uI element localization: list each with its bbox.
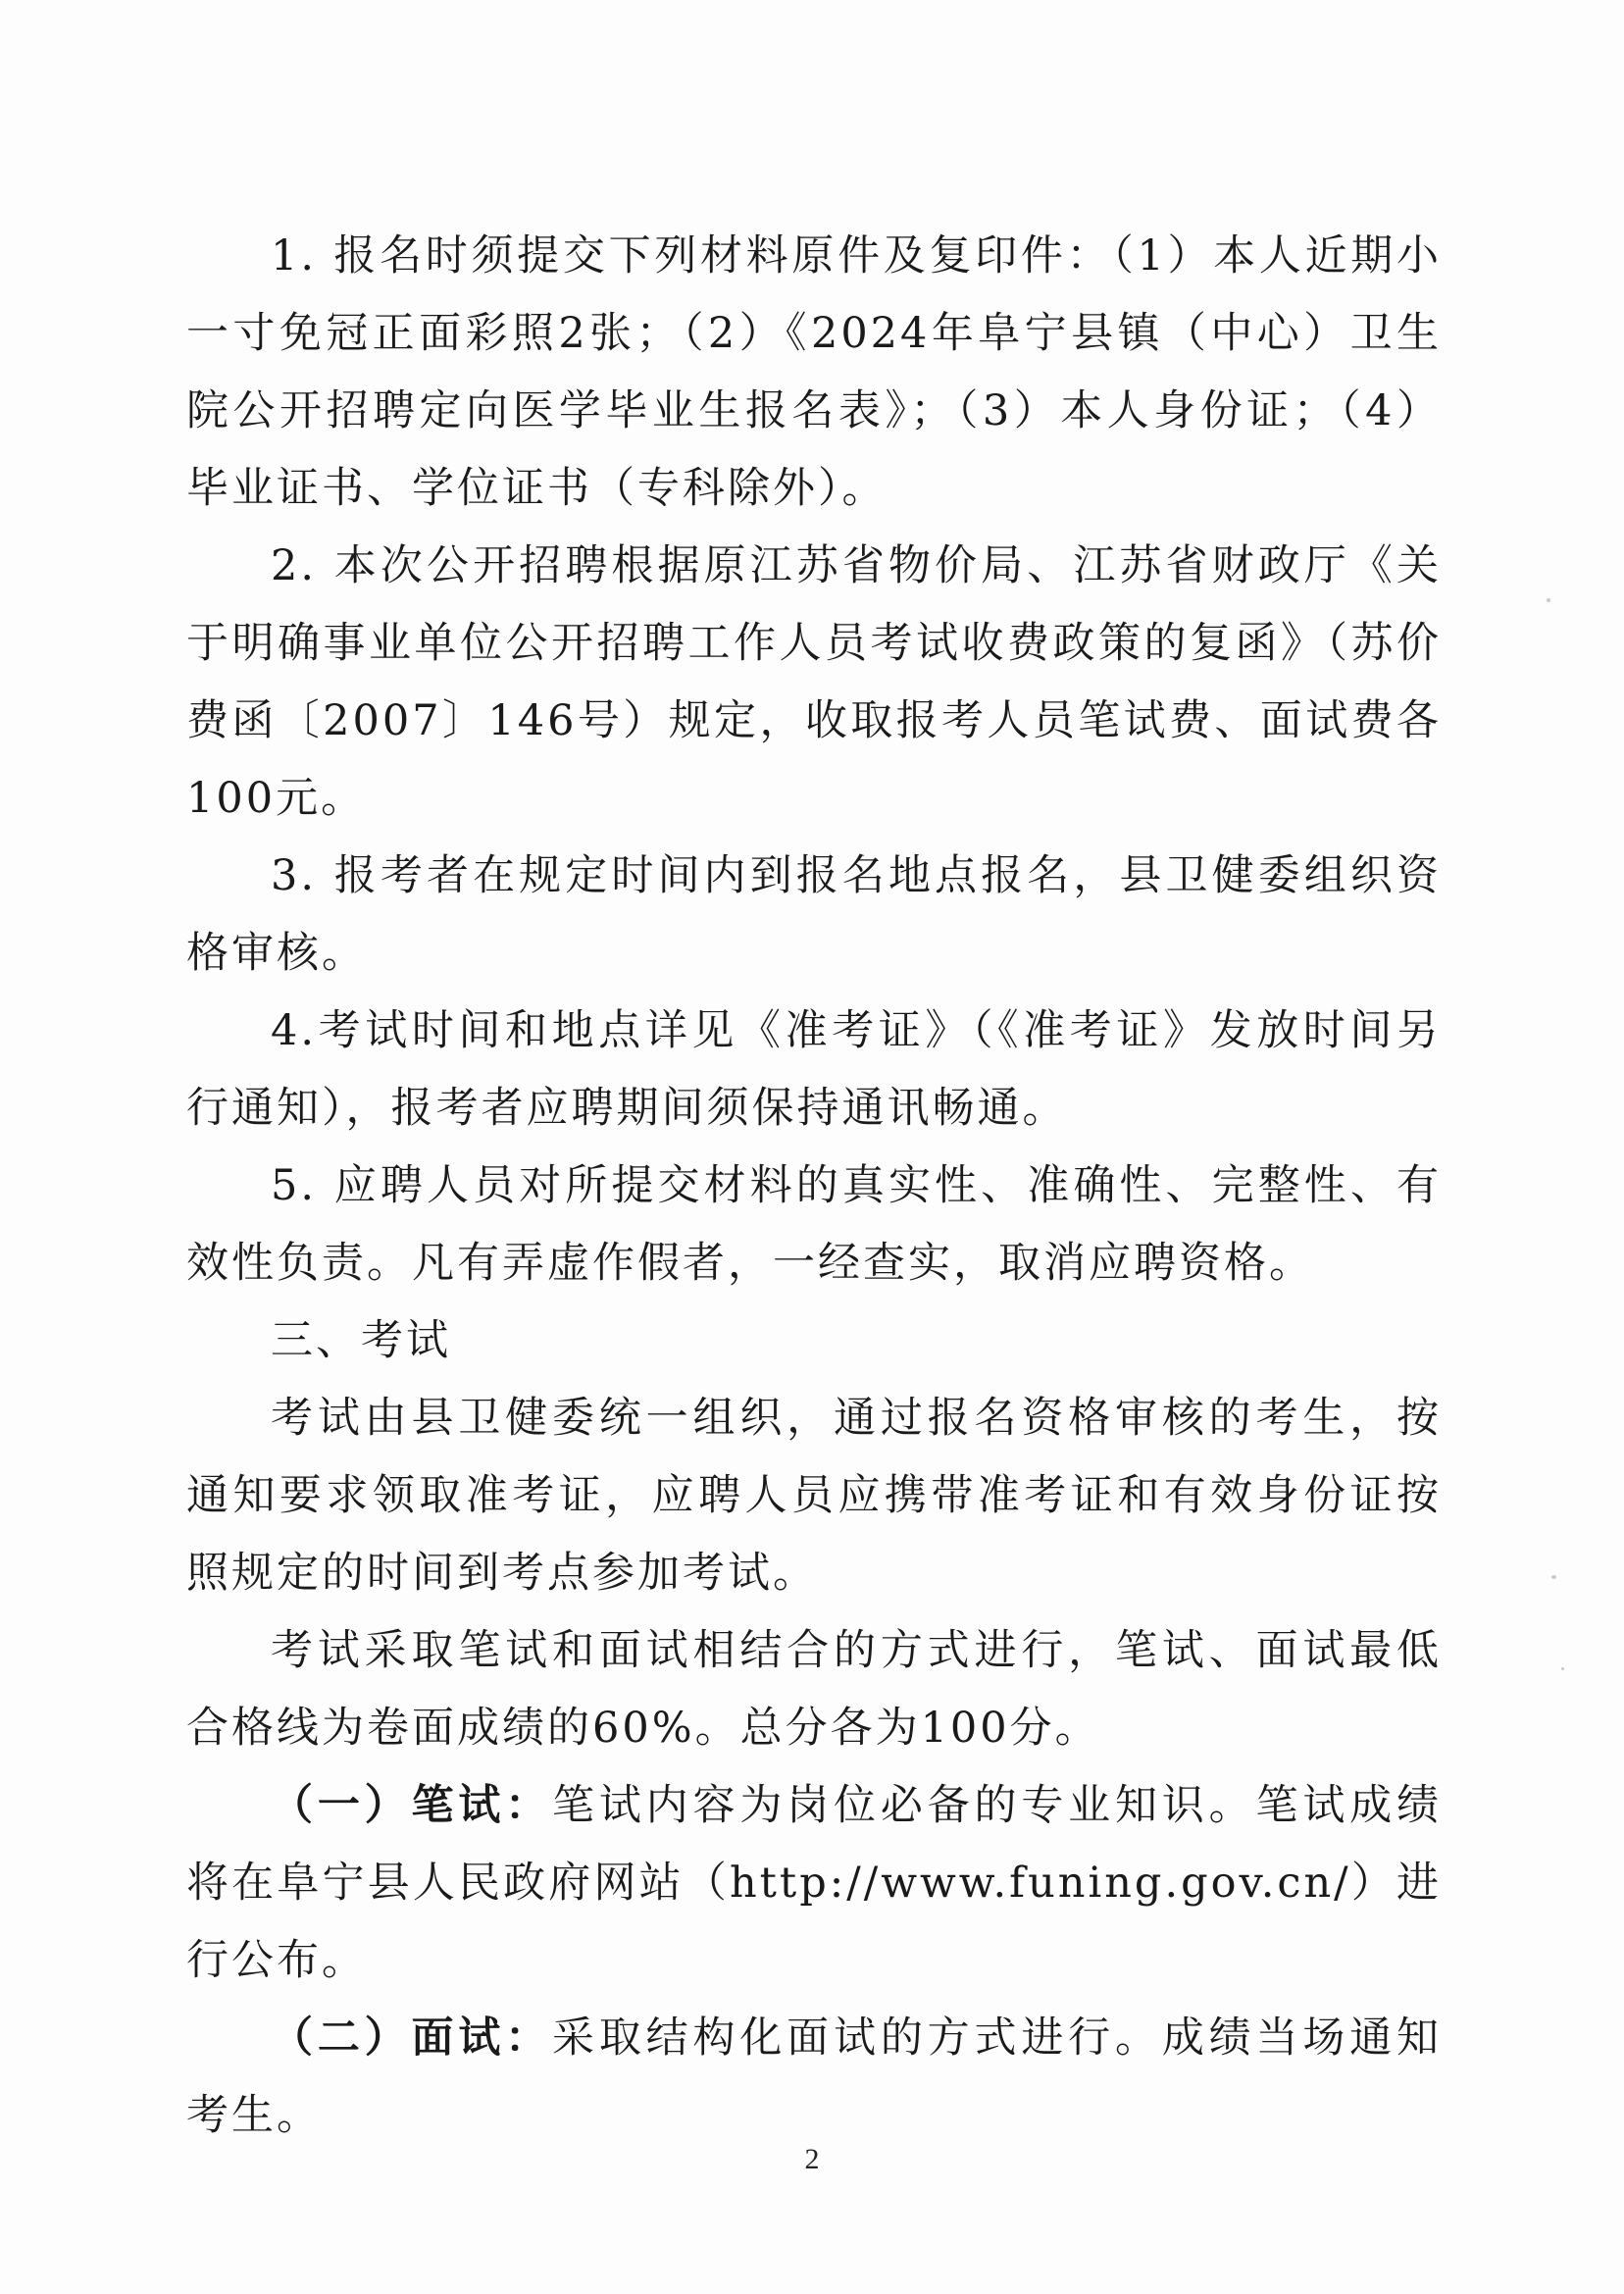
interview-text: 采取结构化面试的方式进行。成绩当场通知考生。: [186, 2014, 1442, 2140]
document-body: [186, 218, 1442, 2155]
scan-speck: [1551, 1575, 1556, 1579]
section-heading: 三、考试: [271, 1316, 451, 1365]
written-exam-paragraph: [186, 1767, 1442, 2000]
exam-paragraph-1: 考试由县卫健委统一组织，通过报名资格审核的考生，按通知要求领取准考证，应聘人员应携带准考证和有效身份证按照规定的时间到考点参加考试。: [186, 1394, 1442, 1598]
interview-label: （二）面试：: [271, 2014, 552, 2063]
paragraph-item-2: 2. 本次公开招聘根据原江苏省物价局、江苏省财政厅《关于明确事业单位公开招聘工作人员考试收费政策的复函》（苏价费函〔2007〕146号）规定，收取报考人员笔试费、面试费各100元。: [186, 541, 1442, 823]
scan-speck: [1561, 1667, 1564, 1670]
paragraph-item-4: 4.考试时间和地点详见《准考证》（《准考证》发放时间另行通知），报考者应聘期间须保持通讯畅通。: [186, 1006, 1442, 1133]
paragraph-item-5: 5. 应聘人员对所提交材料的真实性、准确性、完整性、有效性负责。凡有弄虚作假者，一经查实，取消应聘资格。: [186, 1161, 1442, 1288]
interview-paragraph: [186, 2000, 1442, 2155]
scan-speck: [1547, 598, 1550, 602]
paragraph-item-3: 3. 报考者在规定时间内到报名地点报名，县卫健委组织资格审核。: [186, 851, 1442, 978]
written-exam-text: 笔试内容为岗位必备的专业知识。笔试成绩将在阜宁县人民政府网站（http://www.funing.gov.cn/）进行公布。: [186, 1781, 1442, 1985]
exam-paragraph-2: 考试采取笔试和面试相结合的方式进行，笔试、面试最低合格线为卷面成绩的60%。总分各为100分。: [186, 1626, 1442, 1753]
page-number: 2: [804, 2143, 820, 2175]
written-exam-label: （一）笔试：: [271, 1781, 552, 1830]
paragraph-item-1: 1. 报名时须提交下列材料原件及复印件：（1）本人近期小一寸免冠正面彩照2张；（2）《2024年阜宁县镇（中心）卫生院公开招聘定向医学毕业生报名表》；（3）本人身份证；（4）毕业证书、学位证书（专科除外）。: [186, 231, 1442, 513]
